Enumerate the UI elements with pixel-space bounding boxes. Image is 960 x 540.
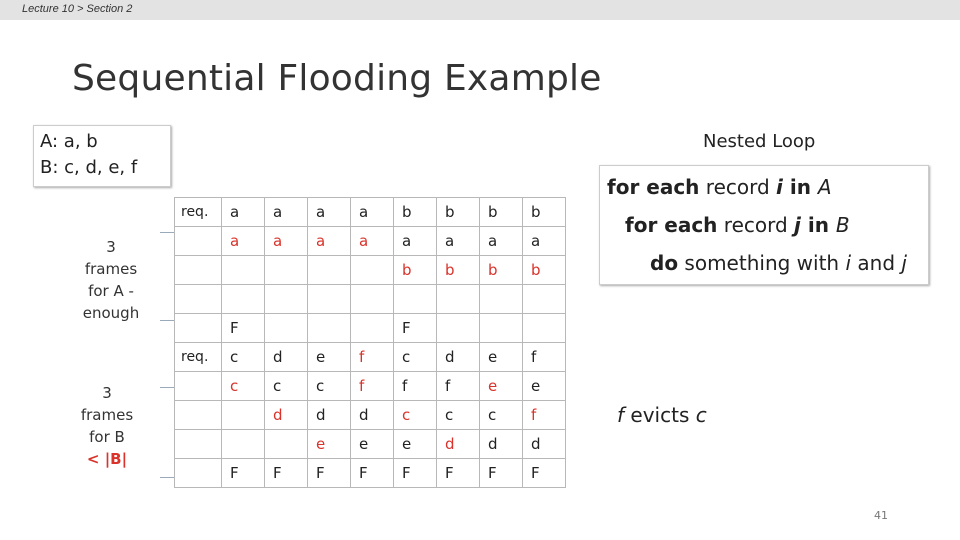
grid-cell (265, 285, 308, 314)
grid-cell: e (308, 430, 351, 459)
grid-cell (480, 314, 523, 343)
grid-cell: b (480, 198, 523, 227)
grid-cell: c (222, 372, 265, 401)
code-text: and (851, 251, 902, 275)
grid-cell: e (523, 372, 566, 401)
grid-row-label: req. (175, 343, 222, 372)
grid-cell: a (437, 227, 480, 256)
rel-b: B (835, 213, 850, 237)
code-text: record (717, 213, 795, 237)
slide-title: Sequential Flooding Example (72, 58, 602, 99)
grid-cell: F (437, 459, 480, 488)
grid-cell (394, 285, 437, 314)
grid-cell: a (222, 227, 265, 256)
grid-cell: a (523, 227, 566, 256)
grid-cell (265, 314, 308, 343)
grid-cell: e (308, 343, 351, 372)
grid-cell (437, 285, 480, 314)
evicts-text: evicts (624, 403, 696, 427)
var-i: i (776, 175, 783, 199)
grid-cell: b (437, 198, 480, 227)
grid-cell: e (480, 343, 523, 372)
evicts-note (617, 403, 707, 427)
grid-row-label (175, 227, 222, 256)
code-text: something with (678, 251, 846, 275)
nested-loop-title: Nested Loop (703, 131, 816, 152)
grid-row (175, 430, 566, 459)
grid-cell: e (351, 430, 394, 459)
grid-row-label: req. (175, 198, 222, 227)
label-line: enough (82, 304, 140, 322)
grid-cell: a (351, 198, 394, 227)
grid-cell: f (351, 372, 394, 401)
page-number: 41 (874, 509, 888, 522)
grid-row (175, 372, 566, 401)
code-line-inner (600, 206, 928, 244)
rel-a: A (817, 175, 832, 199)
grid-cell: d (523, 430, 566, 459)
grid-cell: f (394, 372, 437, 401)
grid-row (175, 285, 566, 314)
label-line: for B (89, 428, 125, 446)
kw-do: do (650, 251, 679, 275)
kw-in: in (800, 213, 836, 237)
code-line-outer (600, 168, 928, 206)
grid-cell: c (437, 401, 480, 430)
grid-cell: b (523, 256, 566, 285)
grid-row-label (175, 459, 222, 488)
grid-row (175, 459, 566, 488)
relation-a: A: a, b (40, 131, 98, 152)
grid-cell: d (265, 343, 308, 372)
grid-cell: a (265, 198, 308, 227)
grid-cell: a (308, 198, 351, 227)
grid-cell: b (437, 256, 480, 285)
kw-in: in (782, 175, 818, 199)
grid-cell (351, 314, 394, 343)
bracket-line (160, 477, 174, 478)
grid-cell (222, 256, 265, 285)
grid-cell: d (437, 343, 480, 372)
grid-cell: a (222, 198, 265, 227)
grid-cell (222, 401, 265, 430)
grid-cell (308, 256, 351, 285)
grid-row (175, 227, 566, 256)
code-text: record (699, 175, 777, 199)
evicts-f: f (617, 403, 625, 427)
grid-cell: c (222, 343, 265, 372)
grid-row-label (175, 256, 222, 285)
grid-cell: d (480, 430, 523, 459)
grid-cell (523, 314, 566, 343)
grid-cell: c (394, 401, 437, 430)
grid-row (175, 256, 566, 285)
grid-row-label (175, 314, 222, 343)
grid-cell: d (437, 430, 480, 459)
grid-cell: f (437, 372, 480, 401)
grid-cell: b (523, 198, 566, 227)
grid-cell: a (265, 227, 308, 256)
grid-cell (351, 256, 394, 285)
grid-cell: F (351, 459, 394, 488)
code-box (599, 165, 929, 285)
code-line-body (600, 244, 928, 282)
label-line: for A - (88, 282, 134, 300)
label-line-b-size: < |B| (86, 450, 128, 468)
grid-cell: a (394, 227, 437, 256)
grid-cell (351, 285, 394, 314)
var-j: j (794, 213, 801, 237)
grid-row (175, 401, 566, 430)
grid-row (175, 314, 566, 343)
label-line: frames (84, 260, 138, 278)
grid-cell: c (308, 372, 351, 401)
kw-for-each: for each (625, 213, 718, 237)
grid-cell: a (308, 227, 351, 256)
grid-cell: c (480, 401, 523, 430)
grid-cell (265, 256, 308, 285)
grid-cell (480, 285, 523, 314)
grid-cell: c (394, 343, 437, 372)
relation-b: B: c, d, e, f (40, 157, 138, 178)
grid-cell: b (480, 256, 523, 285)
grid-cell: f (523, 343, 566, 372)
grid-cell: F (222, 314, 265, 343)
grid-cell: e (480, 372, 523, 401)
var-j: j (901, 251, 907, 275)
grid-row-label (175, 430, 222, 459)
label-line: 3 (106, 238, 116, 256)
grid-cell: d (308, 401, 351, 430)
grid-row-label (175, 372, 222, 401)
evicts-c: c (695, 403, 707, 427)
grid-cell: c (265, 372, 308, 401)
grid-cell: d (351, 401, 394, 430)
var-i: i (845, 251, 852, 275)
grid-cell: a (351, 227, 394, 256)
buffer-grid (174, 197, 566, 488)
grid-cell: d (265, 401, 308, 430)
grid-cell: a (480, 227, 523, 256)
grid-cell: F (308, 459, 351, 488)
grid-cell (523, 285, 566, 314)
grid-cell: F (394, 459, 437, 488)
grid-cell: F (265, 459, 308, 488)
frames-b-label (76, 382, 138, 470)
label-line: frames (80, 406, 134, 424)
grid-cell: b (394, 256, 437, 285)
grid-cell: F (222, 459, 265, 488)
bracket-line (160, 232, 174, 233)
breadcrumb[interactable]: Lecture 10 > Section 2 (22, 3, 133, 15)
grid-cell (308, 314, 351, 343)
grid-cell: F (394, 314, 437, 343)
grid-row (175, 343, 566, 372)
grid-cell: f (523, 401, 566, 430)
kw-for-each: for each (607, 175, 700, 199)
grid-cell: F (523, 459, 566, 488)
bracket-line (160, 320, 174, 321)
grid-cell: e (394, 430, 437, 459)
grid-cell: b (394, 198, 437, 227)
label-line: 3 (102, 384, 112, 402)
header-bar (0, 0, 960, 20)
grid-cell (437, 314, 480, 343)
grid-row-label (175, 285, 222, 314)
grid-cell (222, 285, 265, 314)
grid-cell: f (351, 343, 394, 372)
grid-row (175, 198, 566, 227)
grid-cell (308, 285, 351, 314)
grid-cell (222, 430, 265, 459)
relations-box (33, 125, 171, 187)
grid-cell: F (480, 459, 523, 488)
bracket-line (160, 387, 174, 388)
grid-cell (265, 430, 308, 459)
frames-a-label (80, 236, 142, 324)
grid-row-label (175, 401, 222, 430)
